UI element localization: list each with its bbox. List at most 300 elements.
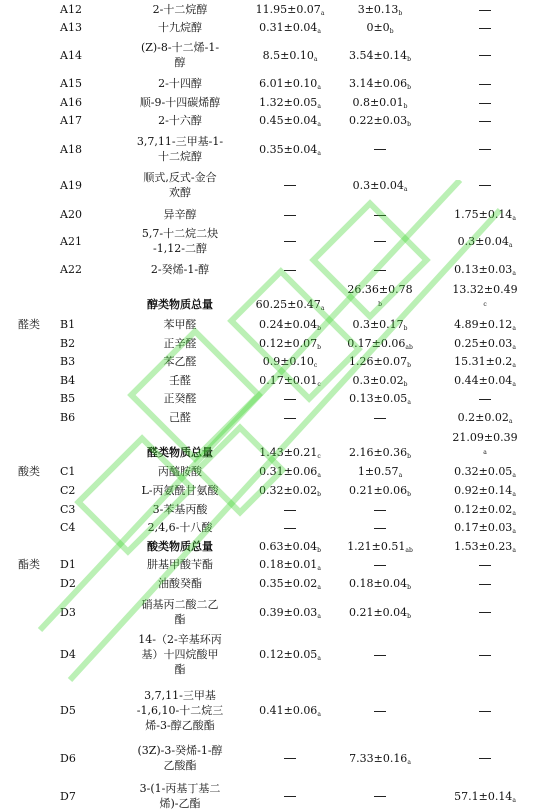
dash-mark <box>284 399 296 400</box>
value-sample-2 <box>330 317 430 334</box>
compound-name-line: 3,7,11-三甲基-1- <box>136 135 224 148</box>
value-sample-3 <box>430 751 540 766</box>
value-sample-2 <box>330 354 430 371</box>
dash-mark <box>284 241 296 242</box>
table-row <box>0 207 549 222</box>
value-sample-1 <box>250 391 330 406</box>
value-sample-1 <box>250 113 330 130</box>
value-sample-2 <box>330 391 430 408</box>
significance-letter: c <box>313 362 318 369</box>
significance-letter: c <box>483 301 487 308</box>
compound-name-line: 丙醯胺酸 <box>158 465 202 478</box>
value-sample-1 <box>250 317 330 334</box>
significance-letter: a <box>512 270 516 277</box>
value-sample-2 <box>330 48 430 65</box>
value-sample-2 <box>330 113 430 130</box>
dash-mark <box>374 241 386 242</box>
compound-name-line: 酸类物质总量 <box>147 540 213 553</box>
value-sample-1 <box>250 76 330 93</box>
value-sample-3 <box>430 336 540 353</box>
compound-name-line: 己醛 <box>169 411 191 424</box>
dash-mark <box>284 510 296 511</box>
significance-letter: a <box>407 399 411 406</box>
compound-code: D5 <box>60 704 76 717</box>
table-row <box>0 539 549 554</box>
dash-mark <box>374 418 386 419</box>
compound-code: D6 <box>60 751 76 765</box>
value-sample-2 <box>330 647 430 662</box>
value-sample-1 <box>250 373 330 390</box>
value-text: 3.14±0.06 <box>348 77 408 90</box>
dash-mark <box>374 270 386 271</box>
compound-name-line: 2-十二烷醇 <box>152 3 208 16</box>
value-sample-1 <box>250 557 330 574</box>
compound-code: A21 <box>60 234 82 248</box>
compound-name-line: 顺式,反式-金合 <box>143 171 217 184</box>
compound-name-line: 3-苯基丙酸 <box>152 503 208 516</box>
value-text: 0.45±0.04 <box>259 114 318 127</box>
significance-letter: a <box>317 149 321 157</box>
compound-name-line: -1,6,10-十二烷三 <box>136 704 224 717</box>
compound-name-line: 醇 <box>174 56 186 69</box>
significance-letter: a <box>407 758 411 766</box>
value-sample-3 <box>430 282 540 312</box>
significance-letter: a <box>317 84 321 91</box>
table-row <box>0 391 549 406</box>
value-sample-2 <box>330 576 430 593</box>
compound-name-line: L-丙氨酰甘氨酸 <box>141 484 219 497</box>
significance-letter: a <box>512 472 516 479</box>
significance-letter: a <box>317 584 321 591</box>
value-text: 1.75±0.14 <box>454 208 513 221</box>
dash-mark <box>479 84 491 85</box>
dash-mark <box>284 796 296 797</box>
value-text: 0.41±0.06 <box>259 704 318 717</box>
value-text: 0.13±0.05 <box>349 392 408 405</box>
compound-code: B3 <box>60 355 76 368</box>
significance-letter: b <box>407 84 412 91</box>
compound-code: A14 <box>60 48 82 62</box>
dash-mark <box>284 758 296 759</box>
value-text: 0.17±0.03 <box>454 521 513 534</box>
dash-mark <box>374 215 386 216</box>
significance-letter: a <box>320 305 325 312</box>
value-sample-1 <box>250 234 330 249</box>
value-text: 0.12±0.05 <box>259 648 318 661</box>
dash-mark <box>374 655 386 656</box>
value-sample-1 <box>250 297 330 314</box>
value-text: 0.22±0.03 <box>348 114 408 127</box>
value-text: 26.36±0.78 <box>347 283 413 296</box>
value-text: 0.31±0.04 <box>259 21 318 34</box>
significance-letter: a <box>317 565 321 572</box>
compound-code: A12 <box>60 3 82 16</box>
value-text: 3.54±0.14 <box>348 48 408 62</box>
compound-name-line: (Z)-8-十二烯-1- <box>140 41 220 54</box>
compound-name <box>110 207 250 222</box>
table-row <box>0 430 549 460</box>
dash-mark <box>479 149 491 150</box>
compound-name <box>110 464 250 479</box>
significance-letter: a <box>512 325 516 332</box>
compound-name-line: 2,4,6-十八酸 <box>147 521 213 534</box>
value-sample-1 <box>250 789 330 804</box>
value-text: 0.2±0.02 <box>457 411 509 424</box>
value-sample-1 <box>250 445 330 462</box>
compound-name <box>110 373 250 388</box>
significance-letter: a <box>512 381 516 388</box>
subtotal-label <box>110 539 250 554</box>
table-row <box>0 113 549 128</box>
value-sample-3 <box>430 178 540 193</box>
compound-name <box>110 226 250 256</box>
value-sample-3 <box>430 113 540 128</box>
value-sample-3 <box>430 557 540 572</box>
table-row <box>0 597 549 627</box>
compound-name-line: (3Z)-3-癸烯-1-醇 <box>137 744 223 757</box>
value-text: 0.18±0.01 <box>259 558 318 571</box>
table-row <box>0 95 549 110</box>
compound-code: A17 <box>60 114 82 127</box>
dash-mark <box>479 28 491 29</box>
value-text: 0.39±0.03 <box>259 605 318 619</box>
value-text: 4.89±0.12 <box>454 318 513 331</box>
value-text: 3±0.13 <box>357 3 399 16</box>
compound-code: D1 <box>60 558 76 571</box>
dash-mark <box>479 10 491 11</box>
compound-name-line: 乙酸酯 <box>163 759 197 772</box>
compound-code: C1 <box>60 465 76 478</box>
significance-letter: b <box>403 325 408 332</box>
value-text: 0.32±0.02 <box>258 484 318 497</box>
value-sample-1 <box>250 262 330 277</box>
value-text: 7.33±0.16 <box>349 751 408 765</box>
value-text: 0.3±0.04 <box>352 178 404 192</box>
significance-letter: b <box>389 28 394 35</box>
value-sample-3 <box>430 539 540 556</box>
value-sample-1 <box>250 576 330 593</box>
compound-name-line: 3,7,11-三甲基 <box>144 689 216 702</box>
value-sample-1 <box>250 410 330 425</box>
table-row <box>0 20 549 35</box>
value-sample-3 <box>430 234 540 251</box>
value-text: 0.24±0.04 <box>258 318 318 331</box>
dash-mark <box>479 758 491 759</box>
compound-name <box>110 354 250 369</box>
significance-letter: a <box>512 796 516 804</box>
value-sample-3 <box>430 207 540 224</box>
table-row <box>0 781 549 811</box>
compound-name <box>110 597 250 627</box>
dash-mark <box>479 121 491 122</box>
value-sample-3 <box>430 95 540 110</box>
value-sample-1 <box>250 207 330 222</box>
value-sample-2 <box>330 502 430 517</box>
significance-letter: c <box>317 453 321 460</box>
compound-name <box>110 134 250 164</box>
significance-letter: a <box>508 418 513 425</box>
compound-name <box>110 743 250 773</box>
value-sample-2 <box>330 445 430 462</box>
significance-letter: b <box>407 362 412 369</box>
value-text: 0.17±0.01 <box>259 374 318 387</box>
compound-code: C2 <box>60 484 76 497</box>
table-row <box>0 170 549 200</box>
compound-name <box>110 576 250 591</box>
value-sample-2 <box>330 2 430 19</box>
compound-code: D4 <box>60 648 76 661</box>
value-text: 0.13±0.03 <box>454 263 513 276</box>
value-sample-2 <box>330 282 430 312</box>
significance-letter: b <box>407 121 412 128</box>
compound-code: A15 <box>60 77 82 90</box>
value-sample-2 <box>330 234 430 249</box>
value-text: 0.21±0.06 <box>348 484 408 497</box>
value-text: 6.01±0.10 <box>259 77 318 90</box>
compound-code: D2 <box>60 577 76 590</box>
value-sample-1 <box>250 647 330 664</box>
compound-name-line: 基）十四烷酸甲 <box>141 648 219 661</box>
significance-letter: b <box>378 301 382 308</box>
value-sample-3 <box>430 464 540 481</box>
value-sample-1 <box>250 539 330 556</box>
value-sample-3 <box>430 262 540 279</box>
value-text: 0.18±0.04 <box>348 577 408 590</box>
significance-letter: a <box>317 103 321 110</box>
compound-name-line: 5,7-十二烷二炔 <box>141 227 219 240</box>
value-text: 1.43±0.21 <box>259 446 318 459</box>
dash-mark <box>374 796 386 797</box>
value-sample-3 <box>430 520 540 537</box>
value-text: 0.32±0.05 <box>454 465 513 478</box>
significance-letter: b <box>407 55 412 63</box>
value-sample-3 <box>430 430 540 460</box>
table-row <box>0 40 549 70</box>
value-text: 0±0 <box>366 21 390 34</box>
compound-code: B2 <box>60 337 76 350</box>
dash-mark <box>284 270 296 271</box>
significance-letter: a <box>512 547 516 554</box>
value-text: 1.32±0.05 <box>259 96 318 109</box>
dash-mark <box>479 565 491 566</box>
value-text: 15.31±0.2 <box>454 355 513 368</box>
value-sample-3 <box>430 789 540 806</box>
value-text: 0.12±0.07 <box>258 337 318 350</box>
value-text: 60.25±0.47 <box>255 298 321 311</box>
compound-name-line: 顺-9-十四碳烯醇 <box>139 96 221 109</box>
dash-mark <box>374 565 386 566</box>
value-text: 2.16±0.36 <box>348 446 408 459</box>
value-sample-2 <box>330 605 430 622</box>
compound-code: A19 <box>60 178 82 192</box>
value-sample-1 <box>250 751 330 766</box>
value-sample-2 <box>330 373 430 390</box>
dash-mark <box>479 399 491 400</box>
compound-name <box>110 40 250 70</box>
compound-name <box>110 520 250 535</box>
dash-mark <box>284 185 296 186</box>
dash-mark <box>479 655 491 656</box>
table-row <box>0 743 549 773</box>
compound-name <box>110 391 250 406</box>
value-text: 0.8±0.01 <box>352 96 404 109</box>
significance-letter: b <box>398 10 403 17</box>
dash-mark <box>284 528 296 529</box>
compound-name-line: 酯 <box>174 663 186 676</box>
subtotal-label <box>110 297 250 312</box>
significance-letter: b <box>407 612 412 620</box>
value-sample-2 <box>330 557 430 572</box>
value-sample-3 <box>430 2 540 17</box>
significance-letter: ab <box>405 344 413 351</box>
value-sample-3 <box>430 48 540 63</box>
value-sample-3 <box>430 502 540 519</box>
value-text: 0.21±0.04 <box>348 605 408 619</box>
value-sample-1 <box>250 142 330 159</box>
compound-name-line: 烯-3-醇乙酸酯 <box>145 719 215 732</box>
dash-mark <box>374 711 386 712</box>
dash-mark <box>374 528 386 529</box>
table-row <box>0 2 549 17</box>
compound-code: B5 <box>60 392 76 405</box>
category-label: 酯类 <box>18 558 40 571</box>
table-row <box>0 336 549 351</box>
value-sample-2 <box>330 178 430 195</box>
value-sample-2 <box>330 262 430 277</box>
significance-letter: a <box>512 344 516 351</box>
compound-code: A22 <box>60 263 82 276</box>
significance-letter: b <box>407 453 412 460</box>
compound-name <box>110 410 250 425</box>
value-text: 0.31±0.06 <box>259 465 318 478</box>
value-text: 11.95±0.07 <box>255 3 321 16</box>
compound-name <box>110 502 250 517</box>
compound-code: C4 <box>60 521 76 534</box>
significance-letter: a <box>512 362 516 369</box>
table-row <box>0 134 549 164</box>
value-text: 1.26±0.07 <box>348 355 408 368</box>
compound-name <box>110 262 250 277</box>
significance-letter: a <box>313 55 318 63</box>
value-text: 57.1±0.14 <box>454 789 513 803</box>
compound-name <box>110 688 250 733</box>
table-row <box>0 502 549 517</box>
compound-code: A13 <box>60 21 82 34</box>
significance-letter: a <box>512 528 516 535</box>
significance-letter: b <box>403 103 408 110</box>
value-sample-1 <box>250 703 330 720</box>
value-sample-2 <box>330 410 430 425</box>
value-sample-3 <box>430 142 540 157</box>
compound-name-line: 十九烷醇 <box>158 21 202 34</box>
dash-mark <box>479 103 491 104</box>
compound-name-line: 3-(1-丙基丁基二 <box>139 782 221 795</box>
compound-code: B4 <box>60 374 76 387</box>
table-row <box>0 557 549 572</box>
table-row <box>0 688 549 733</box>
table-row <box>0 632 549 677</box>
value-sample-1 <box>250 483 330 500</box>
value-text: 0.3±0.17 <box>352 318 404 331</box>
value-sample-2 <box>330 751 430 768</box>
dash-mark <box>374 149 386 150</box>
value-sample-3 <box>430 483 540 500</box>
compound-code: A18 <box>60 142 82 156</box>
subtotal-label <box>110 445 250 460</box>
value-sample-1 <box>250 48 330 65</box>
value-sample-1 <box>250 464 330 481</box>
table-row <box>0 464 549 479</box>
value-sample-1 <box>250 336 330 353</box>
value-text: 0.35±0.02 <box>259 577 318 590</box>
value-sample-3 <box>430 605 540 620</box>
value-sample-2 <box>330 336 430 353</box>
value-sample-2 <box>330 789 430 804</box>
significance-letter: b <box>407 584 412 591</box>
table-row <box>0 317 549 332</box>
value-text: 1.21±0.51 <box>347 540 406 553</box>
significance-letter: a <box>317 655 321 662</box>
compound-name <box>110 483 250 498</box>
value-sample-3 <box>430 373 540 390</box>
significance-letter: b <box>317 325 322 332</box>
significance-letter: a <box>317 612 321 620</box>
dash-mark <box>479 55 491 56</box>
value-sample-2 <box>330 483 430 500</box>
value-text: 0.12±0.02 <box>454 503 513 516</box>
value-sample-1 <box>250 354 330 371</box>
value-text: 8.5±0.10 <box>262 48 314 62</box>
value-text: 0.92±0.14 <box>454 484 513 497</box>
dash-mark <box>479 584 491 585</box>
compound-code: C3 <box>60 503 76 516</box>
compound-name <box>110 20 250 35</box>
table-row <box>0 354 549 369</box>
compound-name-line: 苯乙醛 <box>163 355 197 368</box>
significance-letter: b <box>403 381 408 388</box>
value-sample-2 <box>330 539 430 556</box>
significance-letter: a <box>508 241 513 249</box>
compound-name-line: 2-十四醇 <box>158 77 202 90</box>
compound-name-line: 酯 <box>174 613 186 626</box>
value-sample-2 <box>330 703 430 718</box>
significance-letter: a <box>403 185 408 193</box>
table-row <box>0 373 549 388</box>
value-text: 0.3±0.04 <box>457 234 509 248</box>
table-row <box>0 410 549 425</box>
value-sample-2 <box>330 207 430 222</box>
compound-name <box>110 95 250 110</box>
value-text: 0.3±0.02 <box>352 374 404 387</box>
significance-letter: a <box>317 711 321 718</box>
value-sample-3 <box>430 391 540 406</box>
category-label: 酸类 <box>18 465 40 478</box>
compound-name <box>110 336 250 351</box>
compound-name <box>110 632 250 677</box>
compound-name-line: 壬醛 <box>169 374 191 387</box>
category-label: 醛类 <box>18 318 40 331</box>
compound-name-line: 醇类物质总量 <box>147 298 213 311</box>
value-sample-1 <box>250 178 330 193</box>
compound-code: D3 <box>60 605 76 619</box>
value-sample-3 <box>430 317 540 334</box>
value-sample-1 <box>250 605 330 622</box>
compound-name-line: 欢醇 <box>169 186 191 199</box>
significance-letter: b <box>317 491 322 498</box>
compound-name <box>110 76 250 91</box>
compound-name-line: 油酸癸酯 <box>158 577 202 590</box>
value-text: 0.44±0.04 <box>454 374 513 387</box>
